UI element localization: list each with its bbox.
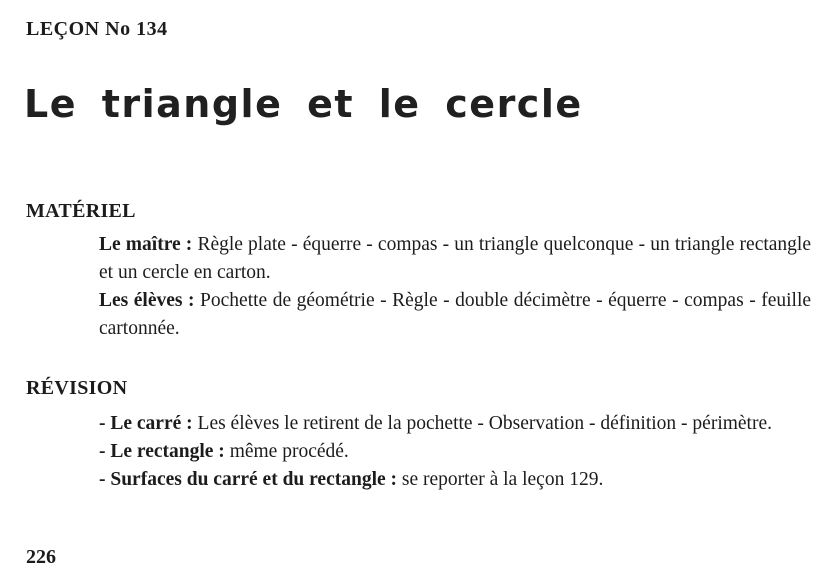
page-number: 226 (26, 546, 56, 568)
revision-heading: RÉVISION (26, 377, 128, 399)
materiel-item-teacher (99, 231, 811, 287)
lesson-title: Le triangle et le cercle (24, 82, 583, 126)
materiel-item-text: Pochette de géométrie - Règle - double décimètre - équerre - compas - feuille cartonnée. (99, 290, 812, 339)
revision-item-rectangle (99, 438, 811, 466)
revision-item-surfaces (99, 466, 811, 494)
revision-item-square (99, 410, 811, 438)
revision-item-label: - Le rectangle : (99, 441, 225, 462)
revision-item-text: se reporter à la leçon 129. (401, 469, 604, 490)
revision-section (99, 410, 811, 494)
materiel-item-students (99, 287, 811, 343)
materiel-item-label: Les élèves : (99, 290, 195, 311)
materiel-item-label: Le maître : (99, 234, 193, 255)
revision-item-text: Les élèves le retirent de la pochette - Observation - définition - périmètre. (197, 413, 773, 434)
revision-item-text: même procédé. (229, 441, 349, 462)
lesson-number: LEÇON No 134 (26, 18, 168, 40)
materiel-section (99, 231, 811, 343)
materiel-heading: MATÉRIEL (26, 200, 136, 222)
materiel-item-text: Règle plate - équerre - compas - un triangle quelconque - un triangle rectangle et un cercle en carton. (99, 234, 811, 283)
revision-item-label: - Surfaces du carré et du rectangle : (99, 469, 398, 490)
revision-item-label: - Le carré : (99, 413, 193, 434)
